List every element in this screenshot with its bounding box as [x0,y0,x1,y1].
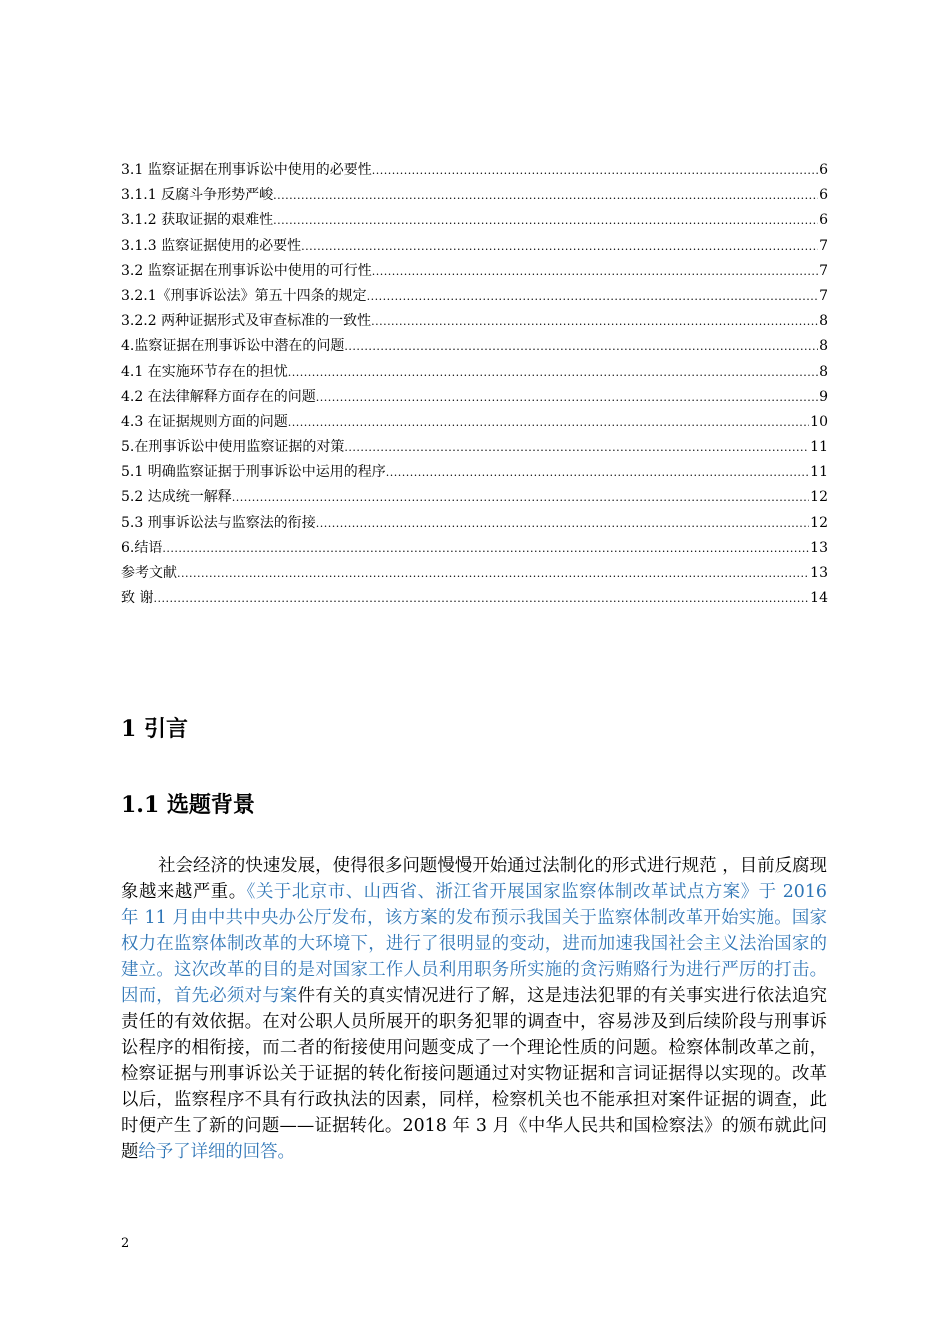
page-number: 2 [121,1236,130,1251]
toc-entry-page: 6 [819,187,828,204]
paragraph-text-1: 社会经济的快速发展，使得很多问题慢慢开始通过法制化的形式进行规范 ，目前反腐现象越来越严重。 [121,856,827,902]
toc-entry[interactable] [121,183,828,208]
toc-leader-dots [316,511,809,536]
toc-entry-title: 3.2.2 两种证据形式及审查标准的一致性 [121,313,372,330]
toc-entry[interactable] [121,284,828,309]
toc-leader-dots [273,183,818,208]
toc-leader-dots [344,334,818,359]
toc-entry-page: 11 [810,464,828,481]
toc-entry[interactable] [121,485,828,510]
toc-entry-page: 8 [819,338,828,355]
toc-leader-dots [153,586,809,611]
toc-entry-title: 4.监察证据在刑事诉讼中潜在的问题 [121,338,345,355]
toc-entry[interactable] [121,334,828,359]
toc-entry[interactable] [121,234,828,259]
toc-entry-page: 9 [819,388,828,405]
toc-entry[interactable] [121,360,828,385]
toc-entry-page: 14 [810,590,828,607]
toc-entry[interactable] [121,309,828,334]
toc-entry-page: 8 [819,363,828,380]
toc-entry[interactable] [121,208,828,233]
toc-entry-title: 3.2 监察证据在刑事诉讼中使用的可行性 [121,262,372,279]
toc-entry-title: 4.1 在实施环节存在的担忧 [121,363,288,380]
toc-leader-dots [372,158,818,183]
toc-entry[interactable] [121,561,828,586]
toc-entry-title: 3.1.3 监察证据使用的必要性 [121,237,302,254]
toc-entry[interactable] [121,259,828,284]
toc-entry-title: 5.在刑事诉讼中使用监察证据的对策 [121,439,345,456]
toc-entry-page: 7 [819,287,828,304]
toc-leader-dots [232,485,809,510]
table-of-contents [121,158,828,611]
toc-entry-title: 3.1.1 反腐斗争形势严峻 [121,187,274,204]
toc-leader-dots [367,284,818,309]
toc-leader-dots [372,259,818,284]
toc-leader-dots [371,309,818,334]
paragraph-link-text-2: 给予了详细的回答。 [138,1142,295,1162]
paragraph-text-2: 件有关的真实情况进行了解，这是违法犯罪的有关事实进行依法追究责任的有效依据。在对公职人员所展开的职务犯罪的调查中，容易涉及到后续阶段与刑事诉讼程序的相衔接，而二者的衔接使用问题变成了一个理论性质的问题。检察体制改革之前，检察证据与刑事诉讼关于证据的转化衔接问题通过对实物证据和言词证据得以实现的。改革以后，监察程序不具有行政执法的因素，同样，检察机关也不能承担对案件证据的调查，此时便产生了新的问题——证据转化。2018 年 3 月《中华人民共和国检察法》的颁布就此问题 [121,986,827,1162]
toc-entry-page: 7 [819,262,828,279]
toc-entry-page: 6 [819,162,828,178]
toc-entry-title: 3.2.1《刑事诉讼法》第五十四条的规定 [121,287,367,304]
toc-entry-title: 3.1 监察证据在刑事诉讼中使用的必要性 [121,162,372,178]
toc-leader-dots [273,208,818,233]
toc-entry-page: 13 [810,539,828,556]
toc-leader-dots [177,561,809,586]
toc-leader-dots [288,360,818,385]
subsection-heading: 1.1 选题背景 [121,792,255,818]
toc-entry-title: 5.1 明确监察证据于刑事诉讼中运用的程序 [121,464,386,481]
toc-entry[interactable] [121,460,828,485]
toc-entry[interactable] [121,435,828,460]
toc-entry-page: 12 [810,489,828,506]
toc-entry-title: 3.1.2 获取证据的艰难性 [121,212,274,229]
toc-entry-page: 12 [810,514,828,531]
toc-leader-dots [344,435,809,460]
toc-entry-page: 8 [819,313,828,330]
toc-leader-dots [288,410,809,435]
toc-entry-title: 4.3 在证据规则方面的问题 [121,413,288,430]
toc-entry-title: 5.3 刑事诉讼法与监察法的衔接 [121,514,316,531]
toc-leader-dots [162,536,809,561]
toc-entry[interactable] [121,158,828,183]
paragraph-link-text-1: 《关于北京市、山西省、浙江省开展国家监察体制改革试点方案》于 2016 年 11 月由中共中央办公厅发布，该方案的发布预示我国关于监察体制改革开始实施。国家权力在监察体制改革的大环境下，进行了很明显的变动，进而加速我国社会主义法治国家的建立。这次改革的目的是对国家工作人员利用职务所实施的贪污贿赂行为进行严厉的打击。因而，首先必须对与案 [121,882,827,1006]
toc-leader-dots [316,385,818,410]
toc-entry-page: 7 [819,237,828,254]
toc-entry-title: 4.2 在法律解释方面存在的问题 [121,388,316,405]
toc-entry[interactable] [121,586,828,611]
toc-entry[interactable] [121,385,828,410]
toc-entry-page: 13 [810,565,828,581]
toc-entry[interactable] [121,410,828,435]
toc-entry-title: 致 谢 [121,590,154,607]
toc-entry-title: 5.2 达成统一解释 [121,489,232,506]
toc-entry-page: 10 [810,413,828,430]
toc-entry-title: 6.结语 [121,539,163,556]
toc-leader-dots [386,460,809,485]
toc-entry[interactable] [121,511,828,536]
toc-entry-page: 6 [819,212,828,229]
toc-leader-dots [301,234,818,259]
body-paragraph [121,853,827,1165]
toc-entry-page: 11 [810,439,828,456]
section-heading: 1 引言 [121,716,188,742]
toc-entry[interactable] [121,536,828,561]
toc-entry-title: 参考文献 [121,565,177,581]
